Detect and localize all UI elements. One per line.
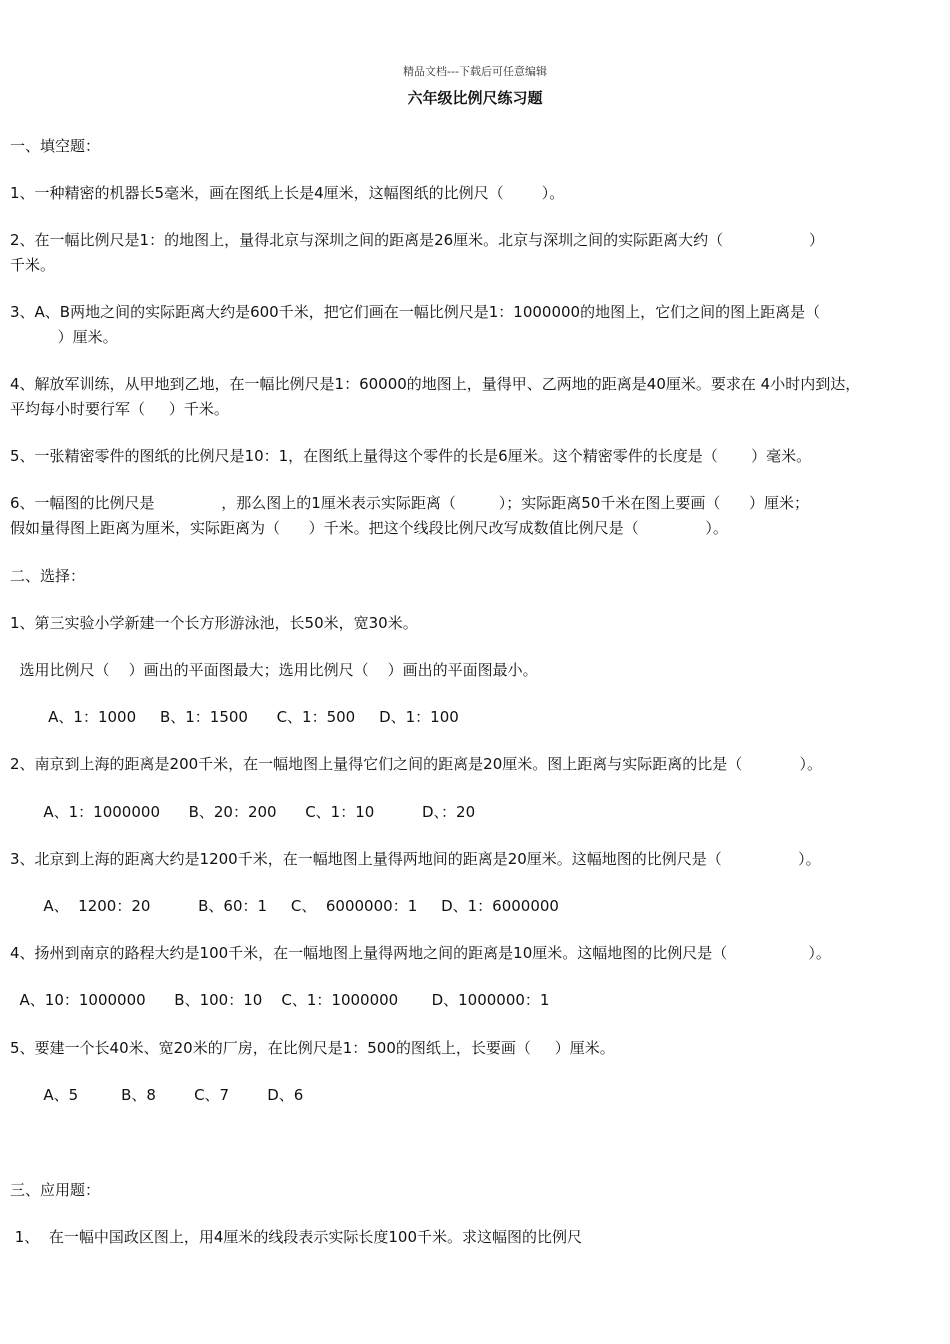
fill-question-3-line-2: ）厘米。	[10, 328, 118, 346]
choice-question-1-line-1: 1、第三实验小学新建一个长方形游泳池，长50米，宽30米。	[10, 614, 418, 632]
fill-question-5: 5、一张精密零件的图纸的比例尺是10：1，在图纸上量得这个零件的长是6厘米。这个精密零件的长度是（ ）毫米。	[10, 447, 812, 465]
fill-question-2-line-1: 2、在一幅比例尺是1：的地图上，量得北京与深圳之间的距离是26厘米。北京与深圳之间的实际距离大约（ ）	[10, 231, 825, 249]
section-heading-fill: 一、填空题：	[10, 137, 101, 155]
fill-question-4-line-2: 平均每小时要行军（ ）千米。	[10, 400, 229, 418]
choice-question-3: 3、北京到上海的距离大约是1200千米，在一幅地图上量得两地间的距离是20厘米。这幅地图的比例尺是（ ）。	[10, 850, 821, 868]
choice-question-1-line-2: 选用比例尺（ ）画出的平面图最大；选用比例尺（ ）画出的平面图最小。	[10, 661, 538, 679]
section-heading-choice: 二、选择：	[10, 567, 86, 585]
fill-question-4-line-1: 4、解放军训练，从甲地到乙地，在一幅比例尺是1：60000的地图上，量得甲、乙两地的距离是40厘米。要求在 4小时内到达，	[10, 375, 861, 393]
choice-question-5: 5、要建一个长40米、宽20米的厂房，在比例尺是1：500的图纸上，长要画（ ）厘米。	[10, 1039, 615, 1057]
choice-question-3-options: A、 1200：20 B、60：1 C、 6000000：1 D、1：6000000	[10, 897, 559, 915]
fill-question-3-line-1: 3、A、B两地之间的实际距离大约是600千米，把它们画在一幅比例尺是1：1000000的地图上，它们之间的图上距离是（	[10, 303, 821, 321]
choice-question-4-options: A、10：1000000 B、100：10 C、1：1000000 D、1000000：1	[10, 991, 550, 1009]
page-title: 六年级比例尺练习题	[407, 89, 543, 107]
application-question-1: 1、 在一幅中国政区图上，用4厘米的线段表示实际长度100千米。求这幅图的比例尺	[10, 1228, 583, 1246]
choice-question-5-options: A、5 B、8 C、7 D、6	[10, 1086, 304, 1104]
fill-question-6-line-1: 6、一幅图的比例尺是 ，那么图上的1厘米表示实际距离（ ）；实际距离50千米在图上要画（ ）厘米；	[10, 494, 809, 512]
choice-question-2: 2、南京到上海的距离是200千米，在一幅地图上量得它们之间的距离是20厘米。图上距离与实际距离的比是（ ）。	[10, 755, 822, 773]
section-heading-application: 三、应用题：	[10, 1181, 101, 1199]
fill-question-2-line-2: 千米。	[10, 256, 56, 274]
choice-question-4: 4、扬州到南京的路程大约是100千米，在一幅地图上量得两地之间的距离是10厘米。这幅地图的比例尺是（ ）。	[10, 944, 831, 962]
fill-question-1: 1、一种精密的机器长5毫米，画在图纸上长是4厘米，这幅图纸的比例尺（ ）。	[10, 184, 565, 202]
choice-question-2-options: A、1：1000000 B、20：200 C、1：10 D、：20	[10, 803, 476, 821]
choice-question-1-options: A、1：1000 B、1：1500 C、1：500 D、1：100	[10, 708, 459, 726]
fill-question-6-line-2: 假如量得图上距离为厘米，实际距离为（ ）千米。把这个线段比例尺改写成数值比例尺是（ ）。	[10, 519, 728, 537]
page-header: 精品文档---下载后可任意编辑	[403, 65, 547, 78]
